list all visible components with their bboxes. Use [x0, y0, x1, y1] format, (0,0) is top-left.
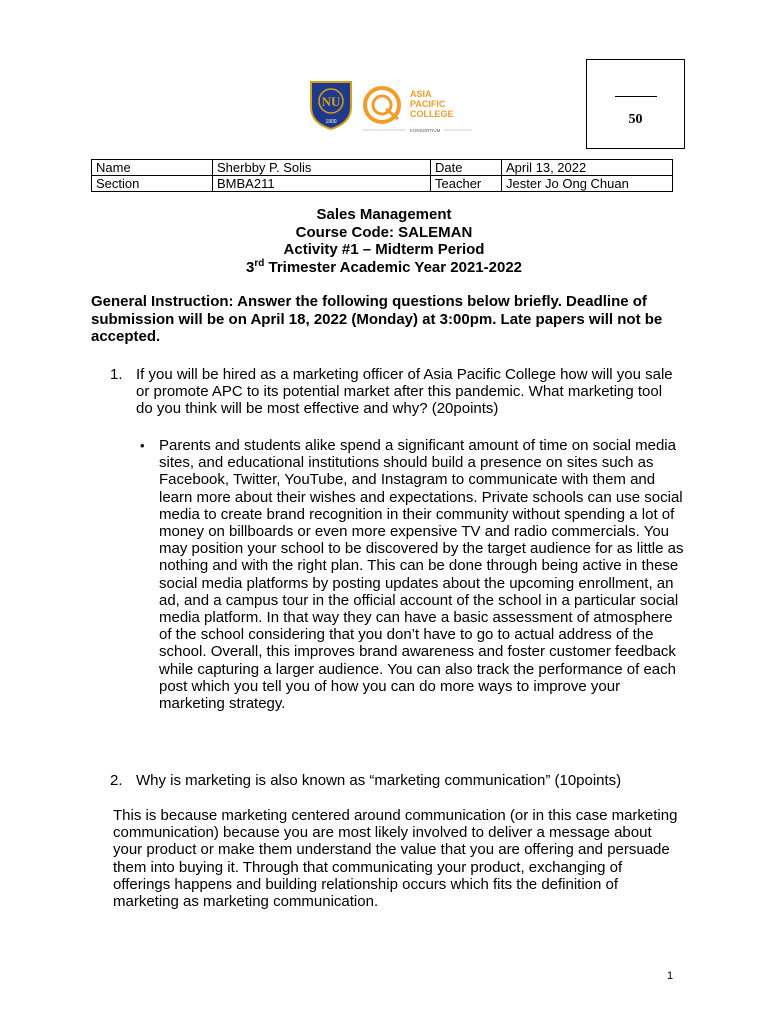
apc-logo-line3: COLLEGE — [410, 109, 454, 119]
question-2-number: 2. — [110, 772, 123, 789]
student-info-table — [91, 159, 673, 192]
trimester-number: 3 — [245, 258, 255, 276]
apc-logo — [362, 79, 472, 139]
apc-logo-line1: ASIA — [410, 89, 432, 99]
name-value: Sherbby P. Solis — [213, 160, 431, 176]
score-box — [586, 59, 685, 149]
name-label: Name — [92, 160, 213, 176]
table-row — [92, 160, 673, 176]
course-code: Course Code: SALEMAN — [295, 223, 473, 241]
question-1-answer: Parents and students alike spend a significant amount of time on social media sites, and educational institutions should build a presence on sites such as Facebook, Twitter, YouTube, and Instagram to communicate with them and learn more about their wishes and expectations. Private schools can use social media to create brand recognition in their community without spending a lot of money on billboards or even more expensive TV and radio commercials. You may position your school to be discovered by the target audience for as little as nothing and with the right plan. This can be done through being active in these social media platforms by posting updates about the upcoming enrollment, an ad, and a campus tour in the official account of the school in a particular social media platform. In that way they can have a basic assessment of atmosphere of the school considering that you don’t have to go to actual address of the school. Overall, this improves brand awareness and foster customer feedback while capturing a larger audience. You can also track the performance of each post which you tell you of how you can do more ways to improve your marketing strategy. — [159, 437, 684, 713]
academic-year-text: Trimester Academic Year 2021-2022 — [264, 258, 523, 276]
academic-year — [0, 259, 768, 277]
nu-logo-year: 1900 — [325, 119, 337, 125]
nu-shield-logo — [308, 79, 354, 131]
document-heading — [0, 206, 768, 276]
general-instruction: General Instruction: Answer the following questions below briefly. Deadline of submission will be on April 18, 2022 (Monday) at 3:00pm. Late papers will not be accepted. — [91, 293, 663, 345]
section-label: Section — [92, 176, 213, 192]
apc-logo-line2: PACIFIC — [410, 99, 446, 109]
table-row — [92, 176, 673, 192]
question-2-text: Why is marketing is also known as “marketing communication” (10points) — [136, 772, 622, 789]
score-total: 50 — [628, 112, 643, 127]
nu-logo-text: NU — [321, 94, 341, 109]
question-1-text: If you will be hired as a marketing officer of Asia Pacific College how will you sale or promote APC to its potential market after this pandemic. What marketing tool do you think will be most effective and why? (20points) — [136, 366, 673, 418]
header-logos — [288, 73, 478, 145]
date-value: April 13, 2022 — [502, 160, 673, 176]
section-value: BMBA211 — [213, 176, 431, 192]
bullet-icon: • — [140, 438, 145, 453]
teacher-value: Jester Jo Ong Chuan — [502, 176, 673, 192]
page-number: 1 — [667, 970, 674, 982]
consortium-label: CONSORTIUM — [409, 128, 441, 133]
question-1-number: 1. — [110, 366, 123, 383]
activity-title: Activity #1 – Midterm Period — [283, 241, 485, 258]
date-label: Date — [431, 160, 502, 176]
question-2-answer: This is because marketing centered around communication (or in this case marketing communication) because you are most likely involved to deliver a message about your product or make them understand the value that you are offering and persuade them into buying it. Through that communicating your product, exchanging of offerings happens and building relationship occurs which fits the definition of marketing as marketing communication. — [113, 807, 678, 911]
score-blank-line — [615, 96, 657, 97]
trimester-suffix: rd — [254, 257, 265, 269]
course-title: Sales Management — [316, 206, 452, 223]
teacher-label: Teacher — [431, 176, 502, 192]
